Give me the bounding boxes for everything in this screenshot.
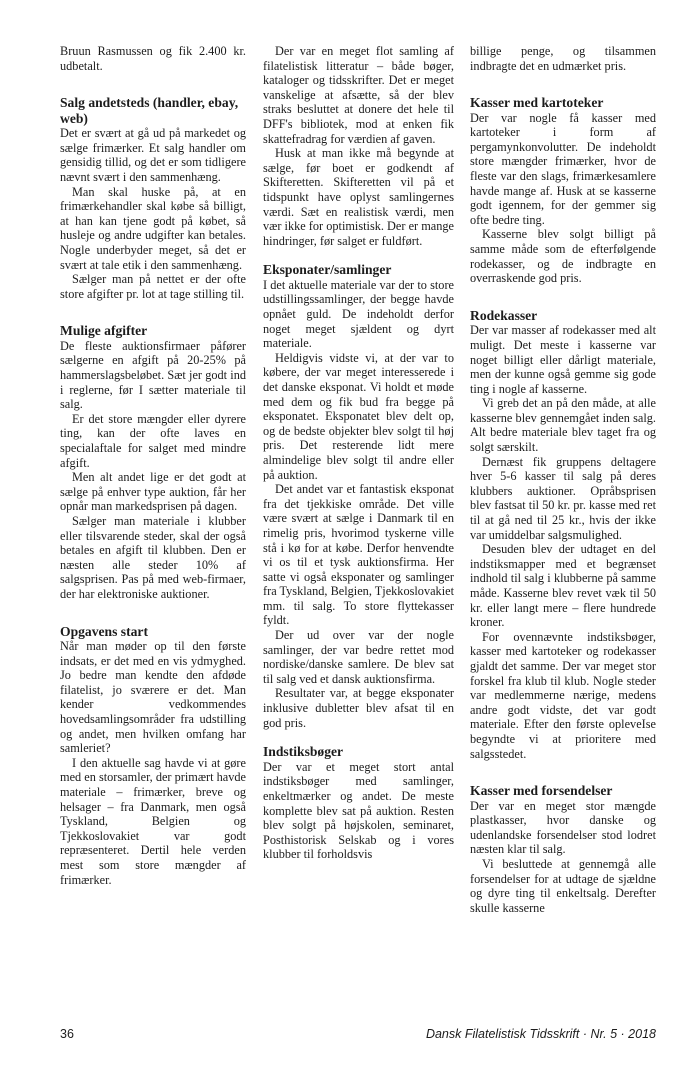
section-heading: Kasser med forsendelser (470, 783, 613, 799)
paragraph: Bruun Rasmussen og fik 2.400 kr. udbetalt. (60, 44, 246, 73)
paragraph: For ovennævnte indstiksbøger, kasser med kartoteker og rodekasser gjaldt det samme. Der var meget stor forskel fra klub til klub. Nogle steder var medlemmerne nærige, medens andre godt vidste, det var godt materiale. Efter den første opleveIse begyndte vi at prioritere med salgsstedet. (470, 629, 656, 761)
paragraph: Der ud over var der nogle samlinger, der var bedre rettet mod nordiske/danske samlere. De blev sat til salg ved et dansk auktionsfirma. (263, 628, 454, 686)
paragraph: Sælger man materiale i klubber eller tilsvarende steder, skal der også betales en afgift til klubben. Den er næsten alle steder 10% af salgsprisen. Pas på med web-firmaer, der har elektroniske auktioner. (60, 513, 246, 601)
paragraph: Det andet var et fantastisk eksponat fra det tjekkiske område. Det ville være svært at sælge i Danmark til en rimelig pris, hvorimod tyskerne ville stå i kø for at købe. Derfor henvendte vi os til et tysk auktionsfirma. Her satte vi også eksponater og samlinger fra Tyskland, Belgien, Tjekkoslovakiet mm. til salg. To store flyttekasser fyldt. (263, 482, 454, 628)
text-column-3 (470, 44, 656, 915)
paragraph: I det aktuelle materiale var der to store udstillingssamlinger, der begge havde opnået guld. De indeholdt derfor noget meget sjældent og dyrt materiale. (263, 277, 454, 351)
paragraph: De fleste auktionsfirmaer påfører sælgerne en afgift på 20-25% på hammerslagsbeløbet. Sæt jer godt ind i reglerne, før I sætter materiale til salg. (60, 338, 246, 412)
paragraph: Vi besluttede at gennemgå alle forsendelser for at udtage de sjældne og dyre ting til enkeltsalg. Derefter skulle kasserne (470, 857, 656, 915)
page-number: 36 (60, 1027, 74, 1041)
paragraph: Man skal huske på, at en frimærkehandler skal købe så billigt, at han kan tjene godt på købet, så husleje og andre udgifter kan betales. Nogle underbyder meget, så det er svært at tale etik i den sammenhæng. (60, 184, 246, 272)
paragraph: I den aktuelle sag havde vi at gøre med en storsamler, der primært havde materiale – frimærker, breve og helsager – fra Danmark, men også Tyskland, Belgien og Tjekkoslovakiet var godt repræsenteret. Dertil hele verden mest som store mængder af frimærker. (60, 755, 246, 887)
paragraph: Husk at man ikke må begynde at sælge, før boet er godkendt af Skifteretten. Skifteretten vil på et tidspunkt have oplyst samlingernes værdi. Sæt en realistisk værdi, men vær ikke for optimistisk. Der er mange hindringer, før salget er fuldført. (263, 146, 454, 248)
paragraph: Desuden blev der udtaget en del indstiksmapper med et begrænset indhold til salg i klubberne på samme måde. Kasserne blev revet væk til 50 kr. eller langt mere – flere hundrede kroner. (470, 542, 656, 630)
paragraph: Men alt andet lige er det godt at sælge på enhver type auktion, får her opnår man markedsprisen på dagen. (60, 470, 246, 514)
paragraph: Kasserne blev solgt billigt på samme måde som de efterfølgende rodekasser, og de indbragte en overraskende god pris. (470, 227, 656, 286)
paragraph: Når man møder op til den første indsats, er det med en vis ydmyghed. Jo bedre man kendte den afdøde filatelist, jo sværere er det. Man kender vedkommendes hovedsamlingsområder fra udstilling og andet, men hvilken omfang har samleriet? (60, 639, 246, 756)
section-heading: Indstiksbøger (263, 744, 344, 760)
paragraph: Dernæst fik gruppens deltagere hver 5-6 kasser til salg på deres klubbers auktioner. Opråbsprisen blev fastsat til 50 kr. pr. kasse med ret til at gå ned til 25 kr., hvis der ikke var umiddelbar salgsmulighed. (470, 454, 656, 542)
section-heading: Kasser med kartoteker (470, 95, 604, 111)
paragraph: Vi greb det an på den måde, at alle kasserne blev gennemgået inden salg. Alt bedre materiale blev taget fra og solgt særskilt. (470, 396, 656, 455)
paragraph: Det er svært at gå ud på markedet og sælge frimærker. Et salg handler om gensidig tillid, og det er som tidligere nævnt svært i den sammenhæng. (60, 126, 246, 184)
text-column-1 (60, 44, 246, 887)
paragraph: billige penge, og tilsammen indbragte det en udmærket pris. (470, 44, 656, 73)
section-heading: Eksponater/samlinger (263, 262, 392, 278)
section-heading: Rodekasser (470, 307, 538, 323)
paragraph: Der var en meget stor mængde plastkasser, hvor danske og udenlandske forsendelser stod lodret næsten klar til salg. (470, 798, 656, 857)
paragraph: Der var et meget stort antal indstiksbøger med samlinger, enkeltmærker og andet. De meste komplette blev sat på auktion. Resten blev solgt på højskolen, seminaret, Posthistorisk Selskab og i vores klubber til forholdsvis (263, 759, 454, 862)
section-heading: Salg andetsteds (handler, ebay, web) (60, 95, 239, 126)
journal-footer: Dansk Filatelistisk Tidsskrift · Nr. 5 · 2018 (425, 1027, 656, 1041)
paragraph: Der var nogle få kasser med kartoteker i form af pergamynkonvolutter. De indeholdt store mængder frimærker, hvor de fleste var den slags, frimærkesamlere havde mange af. Husk at se kasserne godt igennem, for der gemmer sig ofte bedre ting. (470, 110, 656, 227)
text-column-2 (263, 44, 454, 862)
paragraph: Der var en meget flot samling af filatelistisk litteratur – både bøger, kataloger og tidsskrifter. Det er meget vanskelige at afsætte, så der blev straks besluttet at donere det hele til DFF's bibliotek, mod at enken fik skattefradrag for værdien af gaven. (263, 44, 454, 146)
paragraph: Heldigvis vidste vi, at der var to købere, der var meget interesserede i det danske eksponat. Vi holdt et møde med dem og fik bud fra begge på eksponatet. Eksponatet blev delt op, og de bedste objekter blev solgt til høj pris. Det resterende lidt mere almindelige blev solgt til andre eller på auktion. (263, 350, 454, 482)
section-heading: Opgavens start (60, 623, 148, 639)
paragraph: Resultater var, at begge eksponater inklusive dubletter blev afsat til en god pris. (263, 686, 454, 730)
paragraph: Sælger man på nettet er der ofte store afgifter pr. lot at tage stilling til. (60, 272, 246, 301)
section-heading: Mulige afgifter (60, 323, 148, 339)
paragraph: Der var masser af rodekasser med alt muligt. Det meste i kasserne var noget billigt eller dårligt materiale, men der kunne også gemme sig gode ting i nogle af kasserne. (470, 323, 656, 396)
paragraph: Er det store mængder eller dyrere ting, kan der ofte laves en specialaftale for salget med mindre afgift. (60, 411, 246, 470)
